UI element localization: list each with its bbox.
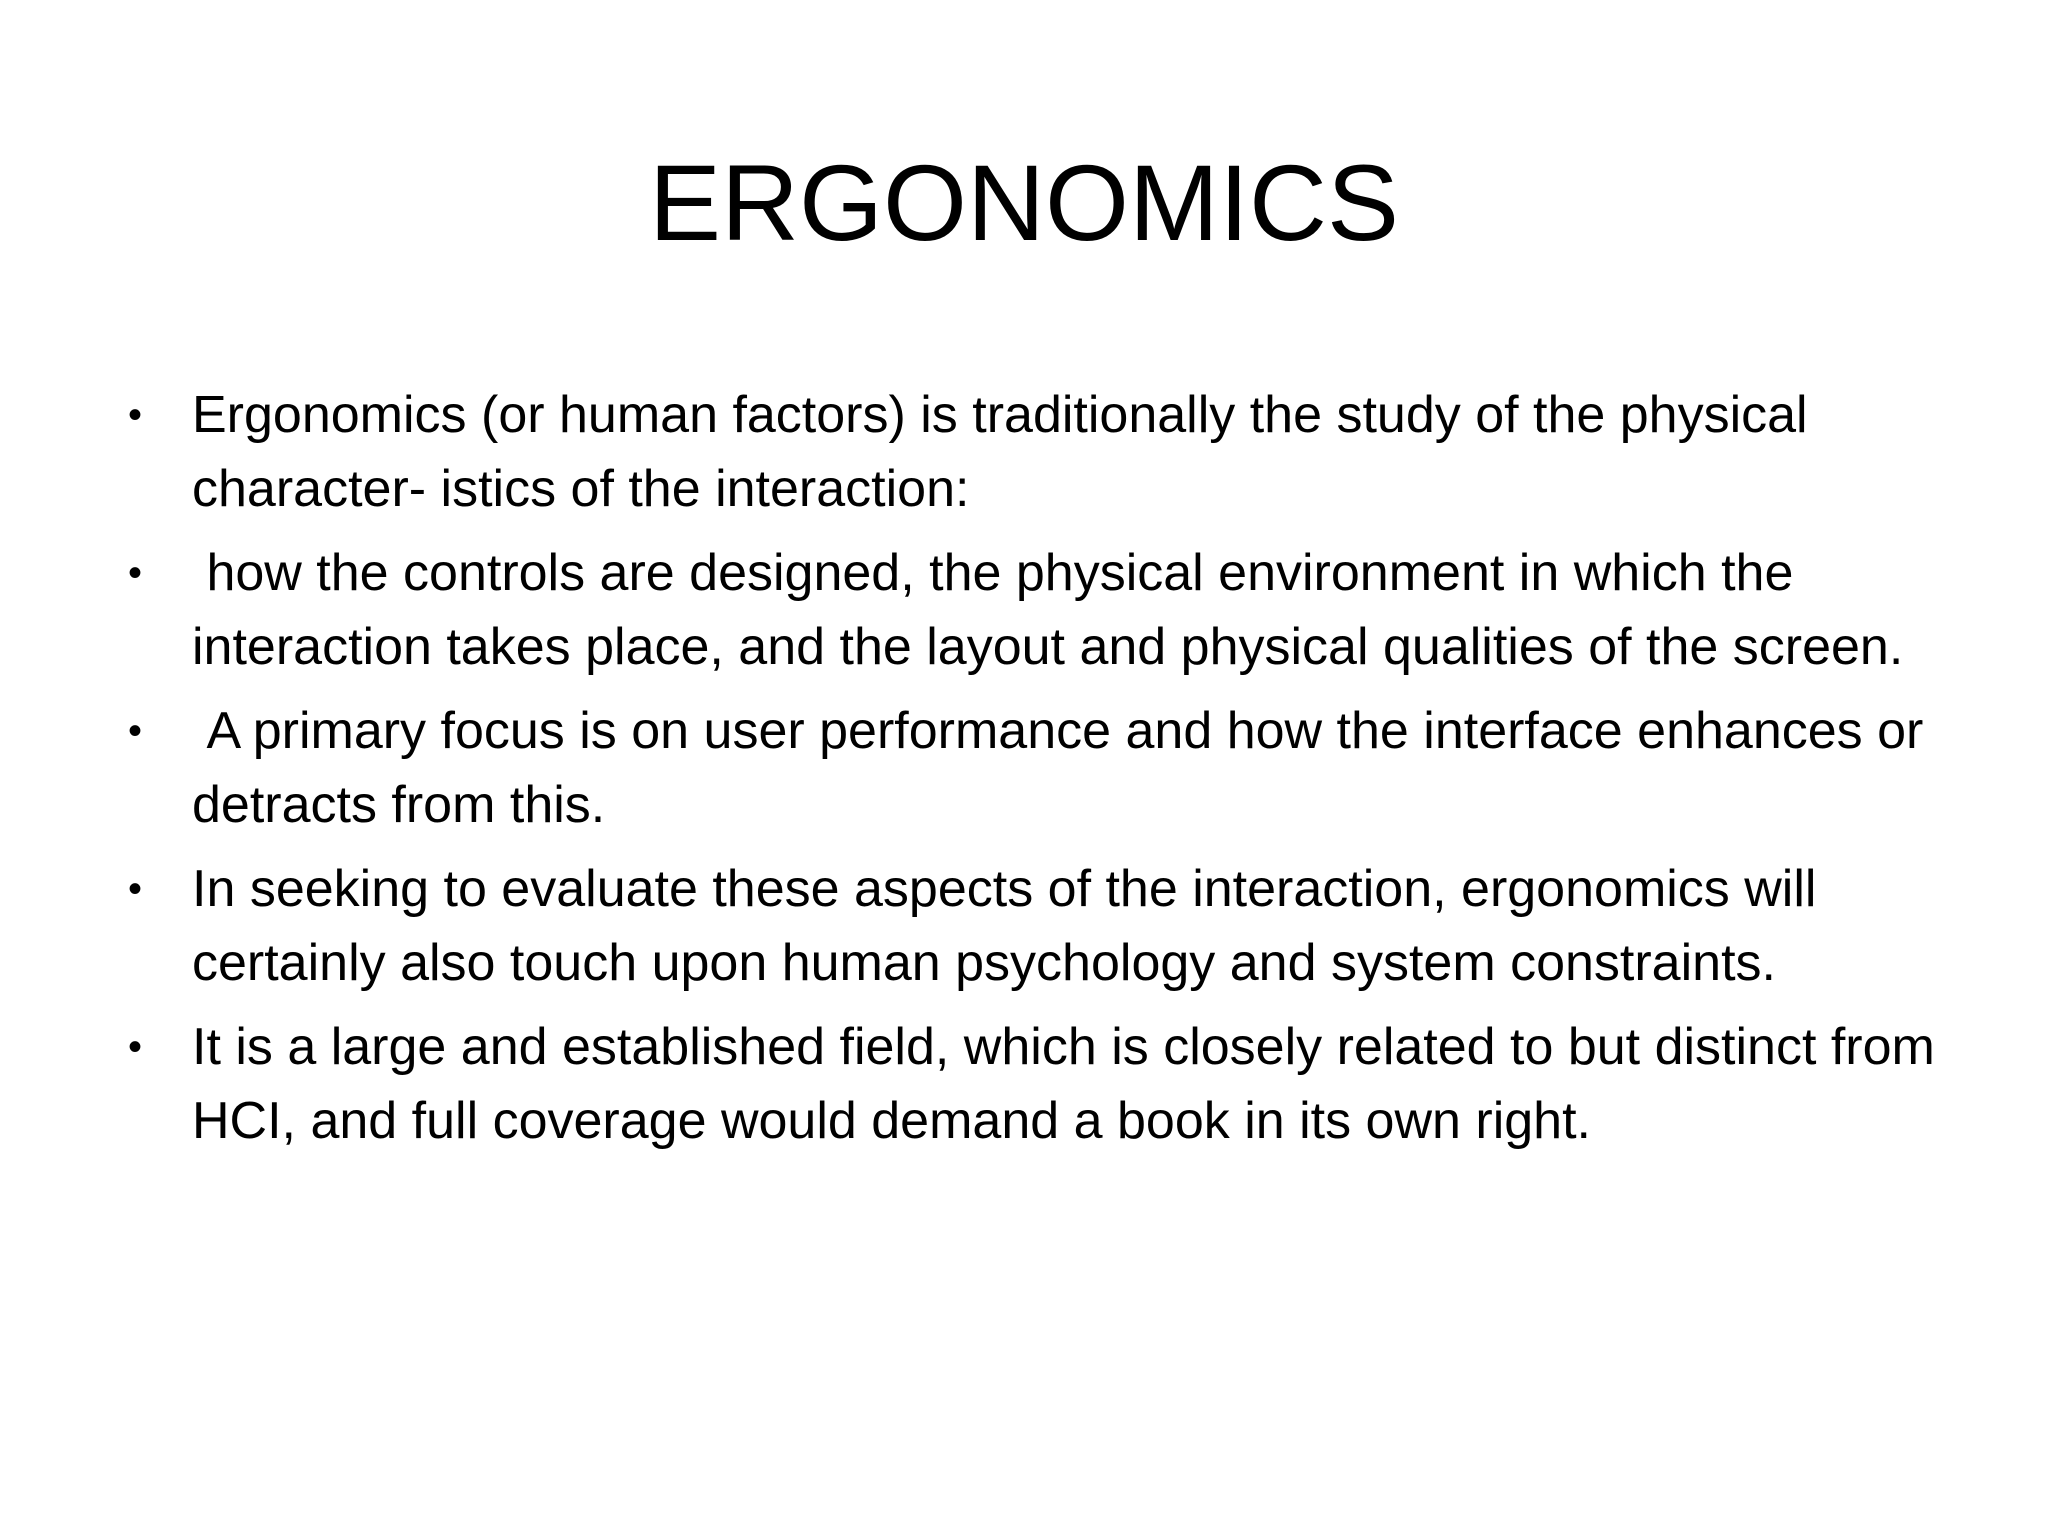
bullet-item — [122, 852, 1942, 1000]
bullet-item — [122, 378, 1942, 526]
bullet-text: A primary focus is on user performance and how the interface enhances or detracts from this. — [192, 702, 1938, 834]
bullet-text: It is a large and established field, which is closely related to but distinct from HCI, and full coverage would demand a book in its own right. — [192, 1018, 1935, 1150]
bullet-text: how the controls are designed, the physical environment in which the interaction takes place, and the layout and physical qualities of the screen. — [192, 544, 1904, 676]
bullet-icon: • — [128, 1025, 143, 1069]
slide-title: ERGONOMICS — [648, 142, 1400, 263]
bullet-item — [122, 694, 1942, 842]
bullet-icon: • — [128, 551, 143, 595]
bullet-item — [122, 536, 1942, 684]
bullet-item — [122, 1010, 1942, 1158]
bullet-icon: • — [128, 709, 143, 753]
bullet-icon: • — [128, 867, 143, 911]
bullet-icon: • — [128, 393, 143, 437]
bullet-list — [122, 378, 1942, 1168]
bullet-text: Ergonomics (or human factors) is traditionally the study of the physical character- istics of the interaction: — [192, 386, 1808, 518]
bullet-text: In seeking to evaluate these aspects of the interaction, ergonomics will certainly also touch upon human psychology and system constraints. — [192, 860, 1817, 992]
